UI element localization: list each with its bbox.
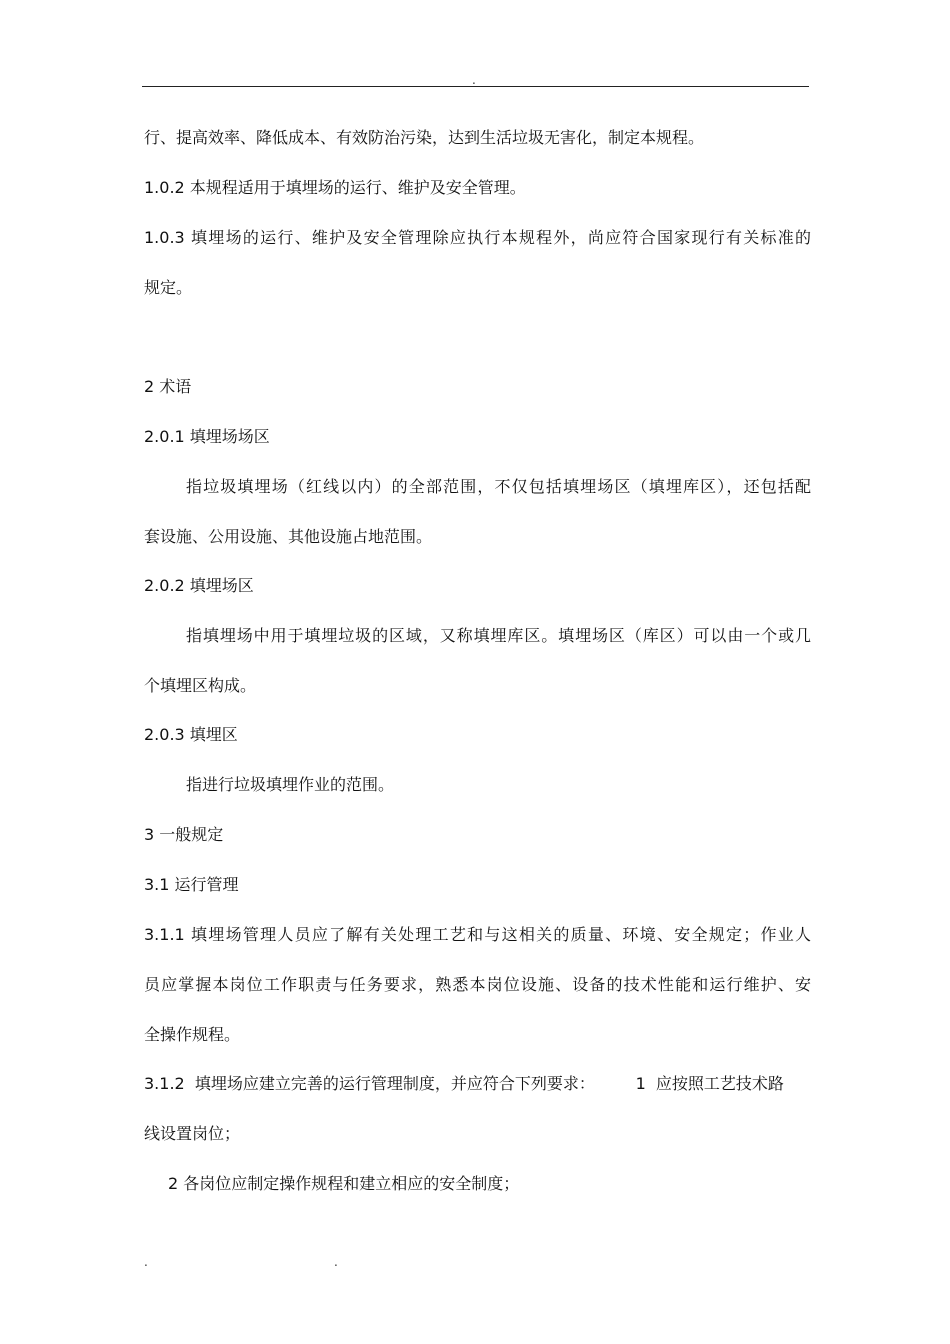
paragraph-line: 规定。	[144, 278, 193, 297]
clause-2-0-1: 2.0.1 填埋场场区	[144, 427, 270, 446]
section-heading-terms: 2 术语	[144, 377, 192, 396]
header-marker: .	[472, 73, 476, 87]
section-heading-general: 3 一般规定	[144, 825, 224, 844]
clause-3-1-1: 3.1.1 填埋场管理人员应了解有关处理工艺和与这相关的质量、环境、安全规定；作业人	[144, 925, 811, 944]
header-rule	[142, 86, 809, 87]
subsection-heading-operation: 3.1 运行管理	[144, 875, 239, 894]
definition-line: 指进行垃圾填埋作业的范围。	[186, 775, 395, 794]
list-item: 2 各岗位应制定操作规程和建立相应的安全制度；	[168, 1174, 520, 1193]
paragraph-line: 全操作规程。	[144, 1025, 241, 1044]
paragraph-line: 员应掌握本岗位工作职责与任务要求，熟悉本岗位设施、设备的技术性能和运行维护、安	[144, 975, 811, 994]
clause-1-0-3: 1.0.3 填埋场的运行、维护及安全管理除应执行本规程外，尚应符合国家现行有关标准的	[144, 228, 811, 247]
footer-left-marker: .	[144, 1255, 148, 1269]
paragraph-line: 行、提高效率、降低成本、有效防治污染，达到生活垃圾无害化，制定本规程。	[144, 128, 705, 147]
clause-3-1-2: 3.1.2 填埋场应建立完善的运行管理制度，并应符合下列要求： 1 应按照工艺技术路	[144, 1074, 784, 1093]
footer-right-marker: .	[334, 1255, 338, 1269]
definition-line: 指填埋场中用于填埋垃圾的区域，又称填埋库区。填埋场区（库区）可以由一个或几	[186, 626, 811, 645]
clause-2-0-2: 2.0.2 填埋场区	[144, 576, 254, 595]
definition-line: 套设施、公用设施、其他设施占地范围。	[144, 527, 433, 546]
clause-1-0-2: 1.0.2 本规程适用于填埋场的运行、维护及安全管理。	[144, 178, 526, 197]
clause-2-0-3: 2.0.3 填埋区	[144, 725, 238, 744]
paragraph-line: 线设置岗位；	[144, 1124, 241, 1143]
definition-line: 指垃圾填埋场（红线以内）的全部范围，不仅包括填埋场区（填埋库区），还包括配	[186, 477, 811, 496]
definition-line: 个填埋区构成。	[144, 676, 257, 695]
